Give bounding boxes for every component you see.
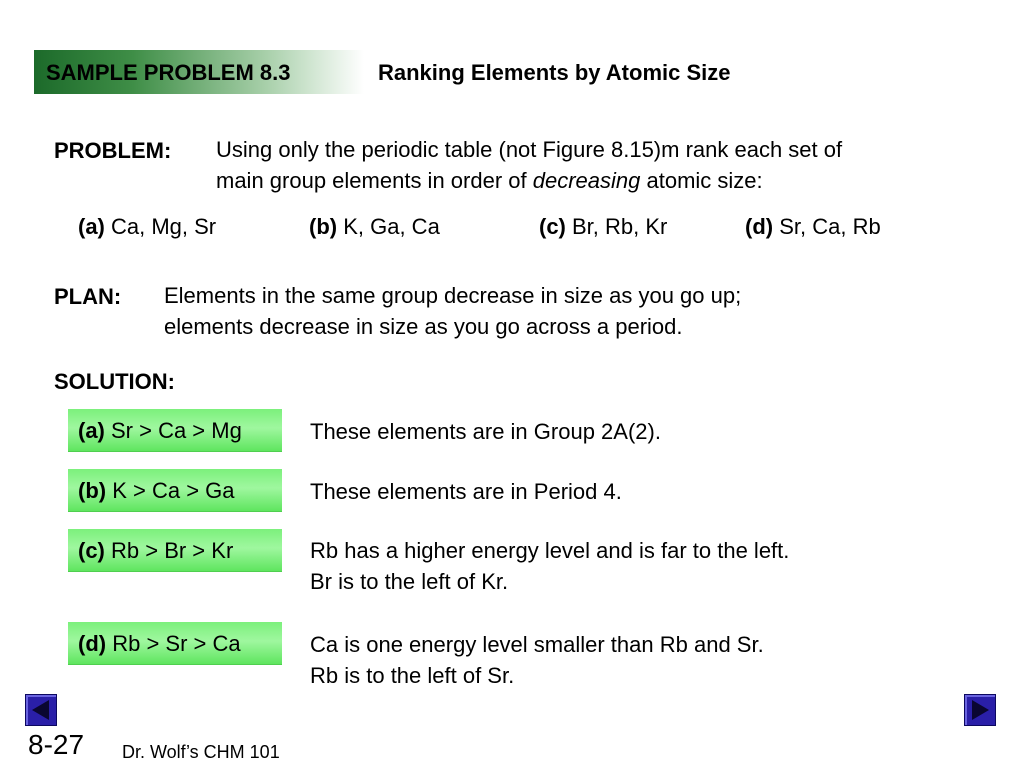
explanation-line-1: Rb has a higher energy level and is far to the left. bbox=[310, 538, 790, 563]
plan-line-2: elements decrease in size as you go across a period. bbox=[164, 314, 683, 339]
solution-label: SOLUTION: bbox=[54, 369, 175, 394]
answer-c bbox=[78, 538, 233, 564]
problem-line-1: Using only the periodic table (not Figure 8.15)m rank each set of bbox=[216, 137, 843, 162]
answer-b bbox=[78, 478, 235, 504]
answer-tag: (b) bbox=[78, 478, 107, 503]
choice-d bbox=[745, 214, 881, 240]
explanation-line-1: These elements are in Period 4. bbox=[310, 479, 622, 504]
choice-tag: (a) bbox=[78, 214, 105, 239]
answer-text: Rb > Sr > Ca bbox=[106, 631, 241, 656]
previous-slide-button[interactable] bbox=[25, 694, 57, 726]
answer-box-d bbox=[68, 622, 282, 665]
answer-text: Sr > Ca > Mg bbox=[104, 418, 242, 443]
choice-text: Sr, Ca, Rb bbox=[773, 214, 881, 239]
plan-text bbox=[164, 280, 741, 342]
choice-tag: (b) bbox=[309, 214, 338, 239]
slide-number: 8-27 bbox=[28, 729, 85, 760]
explanation-d bbox=[310, 629, 764, 691]
answer-tag: (a) bbox=[78, 418, 105, 443]
answer-d bbox=[78, 631, 241, 657]
course-footer: Dr. Wolf’s CHM 101 bbox=[122, 742, 280, 762]
explanation-c bbox=[310, 535, 789, 597]
problem-line-2-end: atomic size: bbox=[640, 168, 763, 193]
answer-box-a bbox=[68, 409, 282, 452]
problem-line-2-start: main group elements in order of bbox=[216, 168, 533, 193]
answer-box-b bbox=[68, 469, 282, 512]
explanation-b bbox=[310, 476, 622, 507]
choice-text: Ca, Mg, Sr bbox=[104, 214, 217, 239]
explanation-line-2: Br is to the left of Kr. bbox=[310, 569, 509, 594]
plan-line-1: Elements in the same group decrease in size as you go up; bbox=[164, 283, 742, 308]
answer-tag: (d) bbox=[78, 631, 107, 656]
answer-box-c bbox=[68, 529, 282, 572]
explanation-line-2: Rb is to the left of Sr. bbox=[310, 663, 515, 688]
triangle-right-icon bbox=[965, 695, 995, 725]
emphasis-decreasing: decreasing bbox=[532, 168, 641, 193]
answer-tag: (c) bbox=[78, 538, 105, 563]
explanation-line-1: Ca is one energy level smaller than Rb and Sr. bbox=[310, 632, 764, 657]
page-title: Ranking Elements by Atomic Size bbox=[378, 60, 731, 85]
choice-tag: (c) bbox=[539, 214, 566, 239]
plan-label: PLAN: bbox=[54, 284, 122, 309]
answer-a bbox=[78, 418, 242, 444]
answer-text: K > Ca > Ga bbox=[106, 478, 235, 503]
explanation-line-1: These elements are in Group 2A(2). bbox=[310, 419, 661, 444]
problem-label: PROBLEM: bbox=[54, 138, 172, 163]
choice-a bbox=[78, 214, 216, 240]
choice-tag: (d) bbox=[745, 214, 774, 239]
choice-b bbox=[309, 214, 440, 240]
answer-text: Rb > Br > Kr bbox=[104, 538, 234, 563]
triangle-left-icon bbox=[26, 695, 56, 725]
explanation-a bbox=[310, 416, 661, 447]
problem-line-2 bbox=[216, 165, 842, 196]
next-slide-button[interactable] bbox=[964, 694, 996, 726]
choice-c bbox=[539, 214, 667, 240]
sample-problem-label: SAMPLE PROBLEM 8.3 bbox=[46, 60, 291, 85]
choice-text: K, Ga, Ca bbox=[337, 214, 440, 239]
problem-text bbox=[216, 134, 842, 196]
choice-text: Br, Rb, Kr bbox=[565, 214, 668, 239]
